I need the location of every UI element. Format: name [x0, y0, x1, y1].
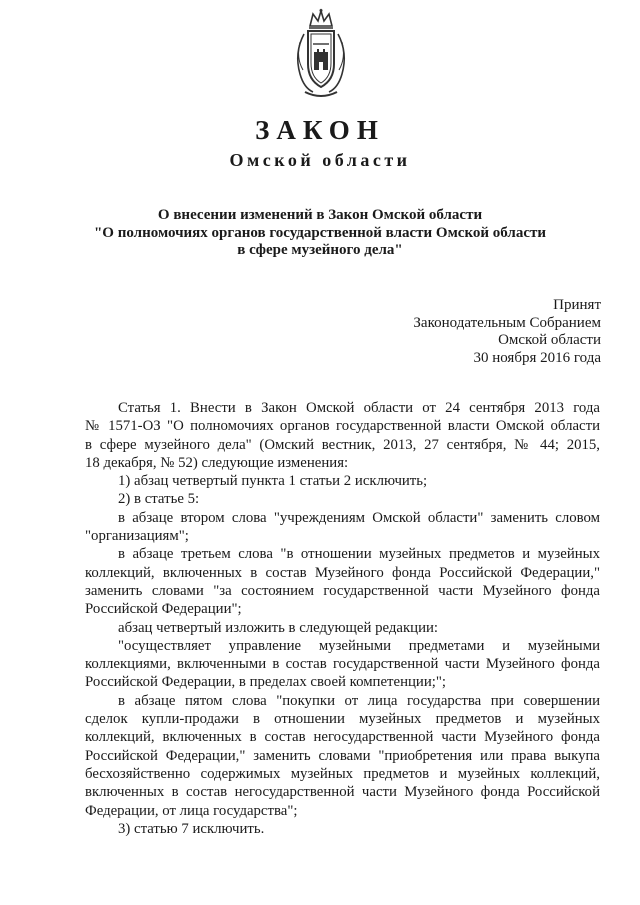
body-line: 1) абзац четвертый пункта 1 статьи 2 исключить;: [118, 473, 428, 490]
law-region-subtitle: Омской области: [229, 150, 411, 170]
body-line: 2) в статье 5:: [118, 491, 200, 508]
body-line: "осуществляет управление музейными предметами и музейными: [118, 637, 600, 654]
body-line: включенных в состав негосударственной части Музейного фонда Российской: [85, 784, 600, 801]
body-line: "организациям";: [85, 528, 189, 545]
body-line: сделок купли-продажи в отношении музейных предметов и музейных: [85, 711, 600, 728]
body-line: в абзаце втором слова "учреждениям Омской области" заменить словом: [118, 509, 600, 526]
body-line: в абзаце пятом слова "покупки от лица государства при совершении: [118, 692, 600, 709]
body-line: заменить словами "за состоянием государственной части Музейного фонда: [85, 582, 600, 599]
body-line: коллекций, включенных в состав негосударственной части Музейного фонда: [85, 729, 600, 746]
document-title-line: в сфере музейного дела": [237, 242, 403, 258]
body-line: Российской Федерации," заменить словами "приобретения или права выкупа: [85, 747, 600, 764]
body-line: Российской Федерации";: [85, 601, 242, 618]
adoption-block: [413, 297, 601, 367]
body-line: Статья 1. Внести в Закон Омской области от 24 сентября 2013 года: [118, 400, 600, 416]
document-title-line: О внесении изменений в Закон Омской области: [157, 207, 483, 223]
adoption-line: Омской области: [498, 332, 601, 348]
body-line: коллекций, включенных в состав Музейного фонда Российской Федерации,": [85, 564, 600, 581]
body-line: абзац четвертый изложить в следующей редакции:: [118, 619, 439, 636]
body-line: 18 декабря, № 52) следующие изменения:: [85, 454, 349, 471]
coat-of-arms-icon: [291, 8, 351, 100]
body-line: коллекциями, включенными в состав государственной части Музейного фонда: [85, 656, 600, 673]
document-title: [60, 207, 580, 260]
body-line: № 1571-ОЗ "О полномочиях органов государственной власти Омской области: [85, 418, 600, 435]
body-line: в абзаце третьем слова "в отношении музейных предметов и музейных: [118, 546, 600, 563]
law-title: ЗАКОН: [255, 115, 385, 145]
adoption-date: 30 ноября 2016 года: [473, 349, 601, 366]
adoption-line: Принят: [553, 297, 601, 313]
law-body: [85, 399, 600, 838]
body-line: Российской Федерации, в пределах своей компетенции;";: [85, 674, 447, 691]
document-title-line: "О полномочиях органов государственной власти Омской области: [93, 224, 546, 241]
body-line: в сфере музейного дела" (Омский вестник, 2013, 27 сентября, № 44; 2015,: [85, 436, 600, 453]
body-line: бесхозяйственно содержимых музейных предметов и музейных коллекций,: [85, 765, 600, 782]
body-line: Федерации, от лица государства";: [85, 802, 298, 819]
adoption-line: Законодательным Собранием: [413, 314, 601, 331]
body-line: 3) статью 7 исключить.: [118, 820, 265, 837]
